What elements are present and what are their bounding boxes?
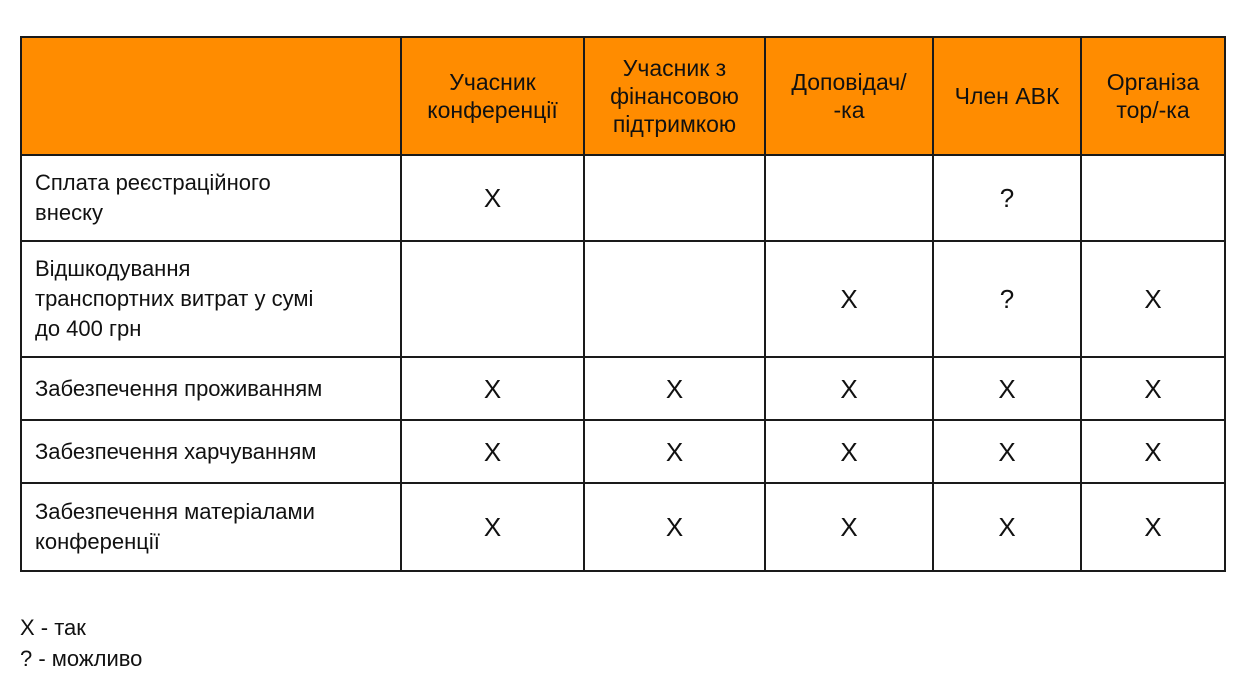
header-avk-line1: Член АВК	[954, 83, 1060, 109]
legend	[20, 612, 142, 674]
row-label-transport-refund	[21, 241, 401, 357]
table-cell: X	[584, 420, 765, 483]
table-row	[21, 155, 1225, 241]
row-label-line: Забезпечення матеріалами	[35, 499, 315, 524]
table-cell	[401, 241, 584, 357]
row-label-meals	[21, 420, 401, 483]
header-participant-line1: Учасник	[449, 69, 536, 95]
legend-yes: X - так	[20, 615, 86, 640]
legend-maybe: ? - можливо	[20, 646, 143, 671]
table-cell: ?	[933, 241, 1081, 357]
table-cell	[765, 155, 933, 241]
header-speaker-line1: Доповідач/	[791, 69, 907, 95]
table-row	[21, 483, 1225, 571]
table-cell: X	[584, 483, 765, 571]
header-participant-line2: конференції	[427, 97, 558, 123]
table-cell: X	[765, 483, 933, 571]
row-label-materials	[21, 483, 401, 571]
table-cell: X	[933, 483, 1081, 571]
table-cell: X	[401, 420, 584, 483]
header-speaker-line2: -ка	[833, 97, 865, 123]
row-label-accommodation	[21, 357, 401, 420]
table-cell: X	[933, 357, 1081, 420]
row-label-line: Відшкодування	[35, 256, 191, 281]
header-organizer-line2: тор/-ка	[1116, 97, 1190, 123]
row-label-registration-fee	[21, 155, 401, 241]
table-cell: X	[765, 420, 933, 483]
header-funded-line3: підтримкою	[612, 111, 737, 137]
header-row	[21, 37, 1225, 155]
row-label-line: до 400 грн	[35, 316, 142, 341]
table-cell	[1081, 155, 1225, 241]
header-participant	[401, 37, 584, 155]
header-avk-member	[933, 37, 1081, 155]
table-cell: X	[765, 241, 933, 357]
row-label-line: конференції	[35, 529, 160, 554]
table-cell: ?	[933, 155, 1081, 241]
table-cell: X	[584, 357, 765, 420]
header-organizer-line1: Організа	[1106, 69, 1200, 95]
table-cell: X	[401, 155, 584, 241]
table-cell: X	[1081, 420, 1225, 483]
benefits-table	[20, 36, 1226, 572]
table-cell: X	[1081, 483, 1225, 571]
table-cell: X	[1081, 357, 1225, 420]
header-funded-line1: Учасник з	[622, 55, 727, 81]
table-row	[21, 241, 1225, 357]
header-funded-participant	[584, 37, 765, 155]
row-label-line: Забезпечення харчуванням	[35, 438, 317, 464]
benefits-table-container	[20, 36, 1224, 572]
table-row	[21, 357, 1225, 420]
table-cell: X	[933, 420, 1081, 483]
header-funded-line2: фінансовою	[610, 83, 739, 109]
row-label-line: внеску	[35, 200, 103, 225]
header-cell-empty	[21, 37, 401, 155]
table-cell: X	[765, 357, 933, 420]
row-label-line: Сплата реєстраційного	[35, 170, 271, 195]
table-cell	[584, 155, 765, 241]
row-label-line: транспортних витрат у сумі	[35, 286, 314, 311]
table-cell: X	[401, 357, 584, 420]
row-label-line: Забезпечення проживанням	[35, 375, 323, 401]
table-row	[21, 420, 1225, 483]
header-organizer	[1081, 37, 1225, 155]
header-speaker	[765, 37, 933, 155]
table-cell: X	[1081, 241, 1225, 357]
table-cell: X	[401, 483, 584, 571]
table-cell	[584, 241, 765, 357]
